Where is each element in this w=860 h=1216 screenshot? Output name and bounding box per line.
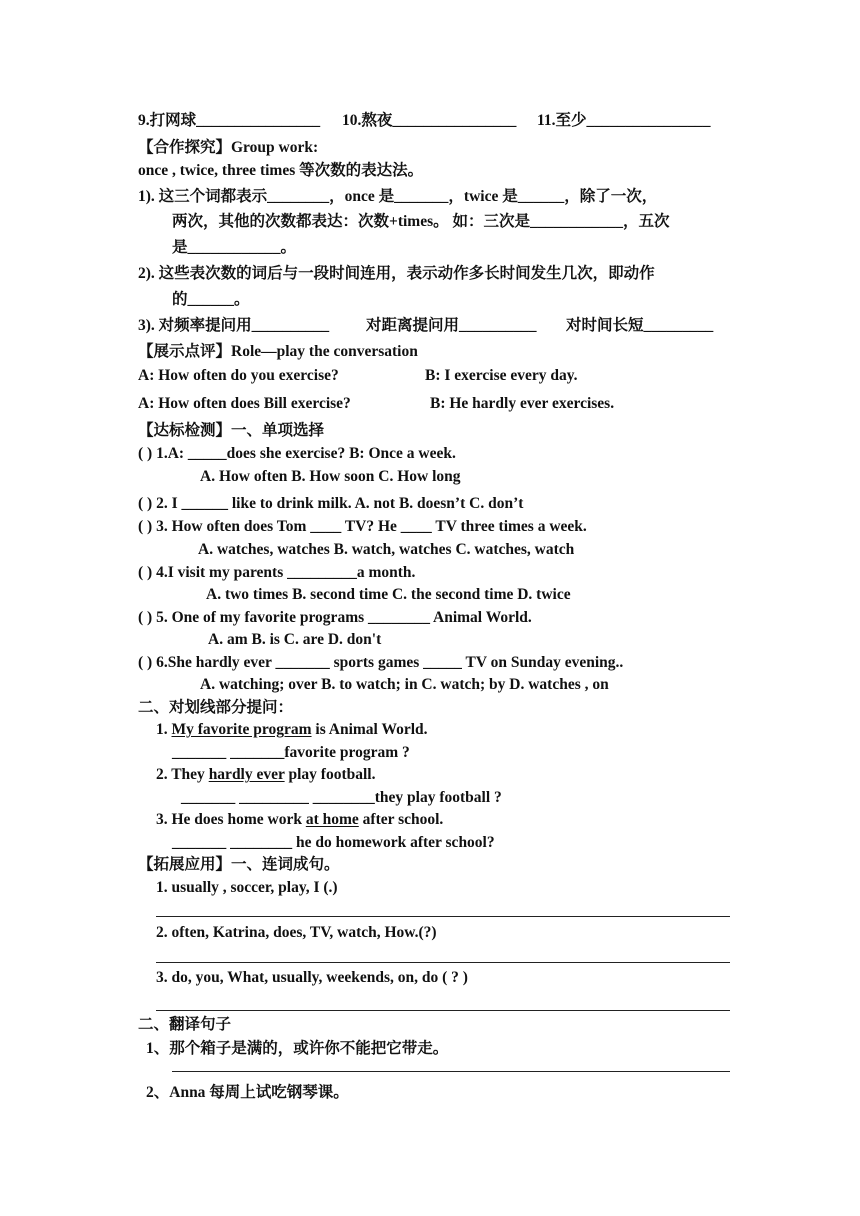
answer-line-2 [156,962,730,963]
test-question-5: ( ) 5. One of my favorite programs ________ Animal World. [138,609,532,626]
test-options-4: A. two times B. second time C. the second time D. twice [206,586,571,603]
dialog-a1: A: How often do you exercise? [138,367,339,384]
test-question-1: ( ) 1.A: _____does she exercise? B: Once a week. [138,445,456,462]
dialog-a2: A: How often does Bill exercise? [138,395,351,412]
answer-line-3 [156,1010,730,1011]
test-heading: 【达标检测】一、单项选择 [138,422,325,439]
underline-answer-1: _______ _______favorite program ? [172,744,410,761]
group-work-heading: 【合作探究】Group work: [138,139,319,156]
test-options-6: A. watching; over B. to watch; in C. watch; by D. watches , on [200,676,609,693]
underline-heading: 二、对划线部分提问： [138,699,294,716]
vocab-item-11: 11.至少________________ [537,112,711,129]
expand-heading: 【拓展应用】一、连词成句。 [138,856,340,873]
test-options-5: A. am B. is C. are D. don't [208,631,382,648]
group-q3-part1: 3). 对频率提问用__________ [138,317,330,334]
vocab-item-10: 10.熬夜________________ [342,112,517,129]
test-options-3: A. watches, watches B. watch, watches C. watches, watch [198,541,575,558]
underline-sentence-1: 1. My favorite program is Animal World. [156,721,428,738]
underline-sentence-3: 3. He does home work at home after school. [156,811,444,828]
underline-answer-2: _______ _________ ________they play football ? [181,789,502,806]
underline-answer-3: _______ ________ he do homework after school? [172,834,495,851]
expand-sentence-2: 2. often, Katrina, does, TV, watch, How.(?) [156,924,437,941]
translate-sentence-1: 1、那个箱子是满的，或许你不能把它带走。 [146,1040,449,1057]
group-q2-line2: 的______。 [172,291,250,308]
underlined-part-3: at home [305,811,359,828]
underlined-part-1: My favorite program [171,721,312,738]
expand-sentence-3: 3. do, you, What, usually, weekends, on, do ( ? ) [156,969,468,986]
test-question-6: ( ) 6.She hardly ever _______ sports games _____ TV on Sunday evening.. [138,654,624,671]
translate-sentence-2: 2、Anna 每周上试吃钢琴课。 [146,1084,349,1101]
test-options-1: A. How often B. How soon C. How long [200,468,461,485]
group-q1-line1: 1). 这三个词都表示________，once 是_______，twice 是______，除了一次， [138,188,658,205]
group-work-intro: once , twice, three times 等次数的表达法。 [138,162,424,179]
answer-line-1 [156,916,730,917]
test-question-2: ( ) 2. I ______ like to drink milk. A. not B. doesn’t C. don’t [138,495,524,512]
dialog-b1: B: I exercise every day. [425,367,578,384]
test-question-3: ( ) 3. How often does Tom ____ TV? He ____ TV three times a week. [138,518,587,535]
show-heading: 【展示点评】Role—play the conversation [138,343,418,360]
translate-heading: 二、翻译句子 [138,1016,232,1033]
vocab-item-9: 9.打网球________________ [138,112,321,129]
answer-line-4 [172,1071,730,1072]
dialog-b2: B: He hardly ever exercises. [430,395,615,412]
group-q1-line3: 是____________。 [172,239,297,256]
underlined-part-2: hardly ever [208,766,285,783]
group-q3-part2: 对距离提问用__________ [366,317,537,334]
group-q3-part3: 对时间长短_________ [566,317,714,334]
group-q2-line1: 2). 这些表次数的词后与一段时间连用，表示动作多长时间发生几次，即动作 [138,265,655,282]
group-q1-line2: 两次，其他的次数都表达：次数+times。 如：三次是____________，五次 [172,213,670,230]
underline-sentence-2: 2. They hardly ever play football. [156,766,376,783]
test-question-4: ( ) 4.I visit my parents _________a month. [138,564,416,581]
expand-sentence-1: 1. usually , soccer, play, I (.) [156,879,338,896]
